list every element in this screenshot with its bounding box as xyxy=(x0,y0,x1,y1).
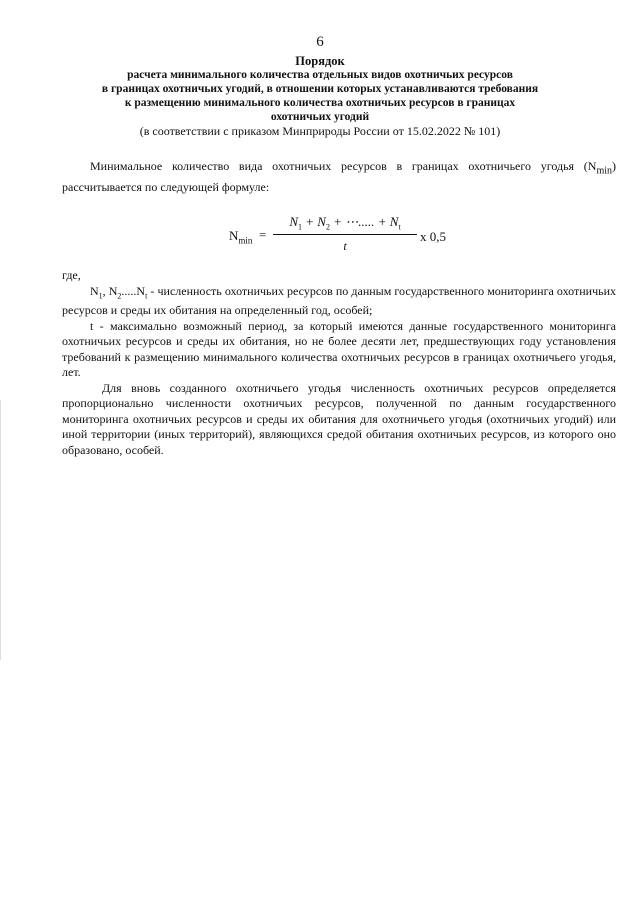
heading-line-2: в границах охотничьих угодий, в отношении которых устанавливаются требования xyxy=(101,83,539,95)
heading-reference: (в соответствии с приказом Минприроды России от 15.02.2022 № 101) xyxy=(139,124,501,138)
formula-lhs-sub: min xyxy=(238,235,253,246)
intro-subscript: min xyxy=(596,165,612,177)
def-sep-2: .....N xyxy=(121,283,146,298)
heading-line-3: к размещению минимального количества охотничьих ресурсов в границах xyxy=(124,97,516,109)
fraction-bar xyxy=(273,234,417,235)
formula-equals: = xyxy=(259,227,267,242)
def-n1: N xyxy=(90,283,99,298)
heading-title: Порядок xyxy=(295,54,345,68)
new-hunting-ground-paragraph: Для вновь созданного охотничьего угодья численность охотничьих ресурсов определяется пропорционально численности охотничьих ресурсов, полученной по данным государственного мониторинга охотничьих ресурсов и среды их обитания для охотничьего угодья (охотничьих угодий) или иной территории (иных территорий), являющихся средой обитания охотничьих ресурсов, из которого оно образовано, особей. xyxy=(62,380,616,457)
def-sub-1: 1 xyxy=(98,290,103,300)
heading-line-4: охотничьих угодий xyxy=(270,111,370,123)
document-body xyxy=(62,268,616,458)
numerator-nt: N xyxy=(389,214,399,229)
def-sep-1: , N xyxy=(102,283,118,298)
formula-fraction xyxy=(273,214,417,254)
formula-lhs xyxy=(229,228,252,246)
formula-denominator: t xyxy=(343,238,347,253)
numerator-plus-3: + xyxy=(374,214,390,229)
formula-multiplier: х 0,5 xyxy=(420,229,446,244)
scan-edge-line xyxy=(0,400,1,660)
numerator-n2: N xyxy=(317,214,326,229)
where-label: где, xyxy=(62,268,81,282)
numerator-sub-t: t xyxy=(398,222,401,232)
intro-paragraph xyxy=(62,158,616,195)
intro-text-after: ) рассчитывается по следующей формуле: xyxy=(62,159,616,195)
heading-line-1: расчета минимального количества отдельных видов охотничьих ресурсов xyxy=(127,69,513,81)
numerator-plus-1: + xyxy=(302,214,318,229)
def-sub-2: 2 xyxy=(117,290,122,300)
document-heading xyxy=(40,54,600,138)
numerator-sub-1: 1 xyxy=(298,222,302,232)
definition-t: t - максимально возможный период, за который имеются данные государственного мониторинга охотничьих ресурсов и среды их обитания, но не более десяти лет, предшествующих году установления требований к размещению минимального количества охотничьих ресурсов в границах охотничьего угодья, лет. xyxy=(62,318,616,380)
formula-numerator xyxy=(273,214,417,232)
formula-lhs-symbol: N xyxy=(229,228,239,243)
formula xyxy=(0,214,640,260)
def-sub-t: t xyxy=(145,290,148,300)
intro-text-before: Минимальное количество вида охотничьих ресурсов в границах охотничьего угодья (N xyxy=(90,159,597,173)
page-number: 6 xyxy=(316,34,324,50)
definition-n xyxy=(62,284,616,319)
numerator-n1: N xyxy=(289,214,298,229)
def-n-text: - численность охотничьих ресурсов по данным государственного мониторинга охотничьих ресурсов и среды их обитания на определенный год, особей; xyxy=(62,283,616,318)
numerator-sub-2: 2 xyxy=(325,222,330,232)
numerator-plus-2: + xyxy=(329,214,346,229)
numerator-dots: ⋯..... xyxy=(345,214,375,229)
